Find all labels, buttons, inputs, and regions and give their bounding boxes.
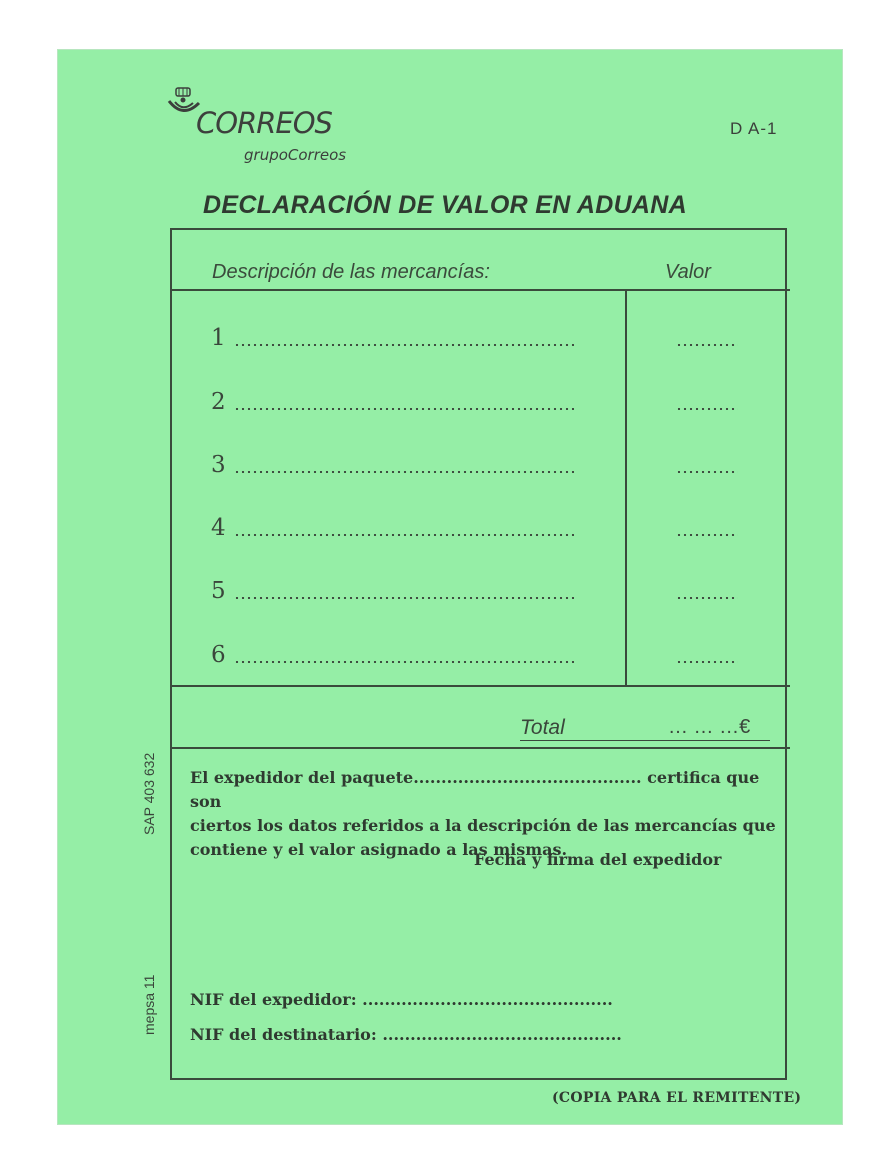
sap-code: SAP 403 632: [141, 752, 157, 835]
brand-group-text: grupoCorreos: [244, 146, 347, 164]
declaration-table-frame: [170, 228, 787, 1080]
item-number: 5: [211, 578, 226, 604]
total-label: Total: [520, 716, 565, 739]
item-value-field[interactable]: [676, 597, 738, 599]
item-value-field[interactable]: [676, 408, 738, 410]
item-value-field[interactable]: [676, 344, 738, 346]
form-code: D A-1: [730, 119, 778, 138]
nif-recipient-field[interactable]: NIF del destinatario: ...........................................: [190, 1025, 622, 1044]
item-number: 3: [211, 452, 226, 478]
declaration-line: El expedidor del paquete......................................... certifica que son: [190, 768, 760, 811]
value-column-divider: [625, 290, 627, 686]
declaration-text: [190, 766, 790, 862]
item-description-field[interactable]: [234, 597, 574, 599]
total-divider: [170, 747, 790, 749]
page-title: DECLARACIÓN DE VALOR EN ADUANA: [203, 191, 687, 219]
brand-logo-text: CORREOS: [196, 106, 332, 140]
declaration-line: contiene y el valor asignado a las mismas.: [190, 840, 568, 859]
total-underline: [520, 740, 770, 741]
item-number: 6: [211, 642, 226, 668]
item-value-field[interactable]: [676, 471, 738, 473]
item-description-field[interactable]: [234, 661, 574, 663]
item-description-field[interactable]: [234, 408, 574, 410]
total-value-field[interactable]: … … …€: [668, 716, 751, 738]
nif-sender-field[interactable]: NIF del expedidor: .............................................: [190, 990, 613, 1009]
item-value-field[interactable]: [676, 534, 738, 536]
copy-note: (COPIA PARA EL REMITENTE): [552, 1090, 802, 1106]
item-number: 2: [211, 389, 226, 415]
column-header-value: Valor: [665, 261, 711, 283]
printer-code: mepsa 11: [141, 974, 157, 1035]
item-description-field[interactable]: [234, 471, 574, 473]
signature-label: Fecha y firma del expedidor: [474, 850, 722, 869]
item-description-field[interactable]: [234, 344, 574, 346]
item-number: 4: [211, 515, 226, 541]
items-divider: [170, 685, 790, 687]
header-divider: [170, 289, 790, 291]
item-description-field[interactable]: [234, 534, 574, 536]
item-value-field[interactable]: [676, 661, 738, 663]
declaration-line: ciertos los datos referidos a la descripción de las mercancías que: [190, 816, 776, 835]
item-number: 1: [211, 325, 226, 351]
column-header-description: Descripción de las mercancías:: [212, 261, 490, 283]
